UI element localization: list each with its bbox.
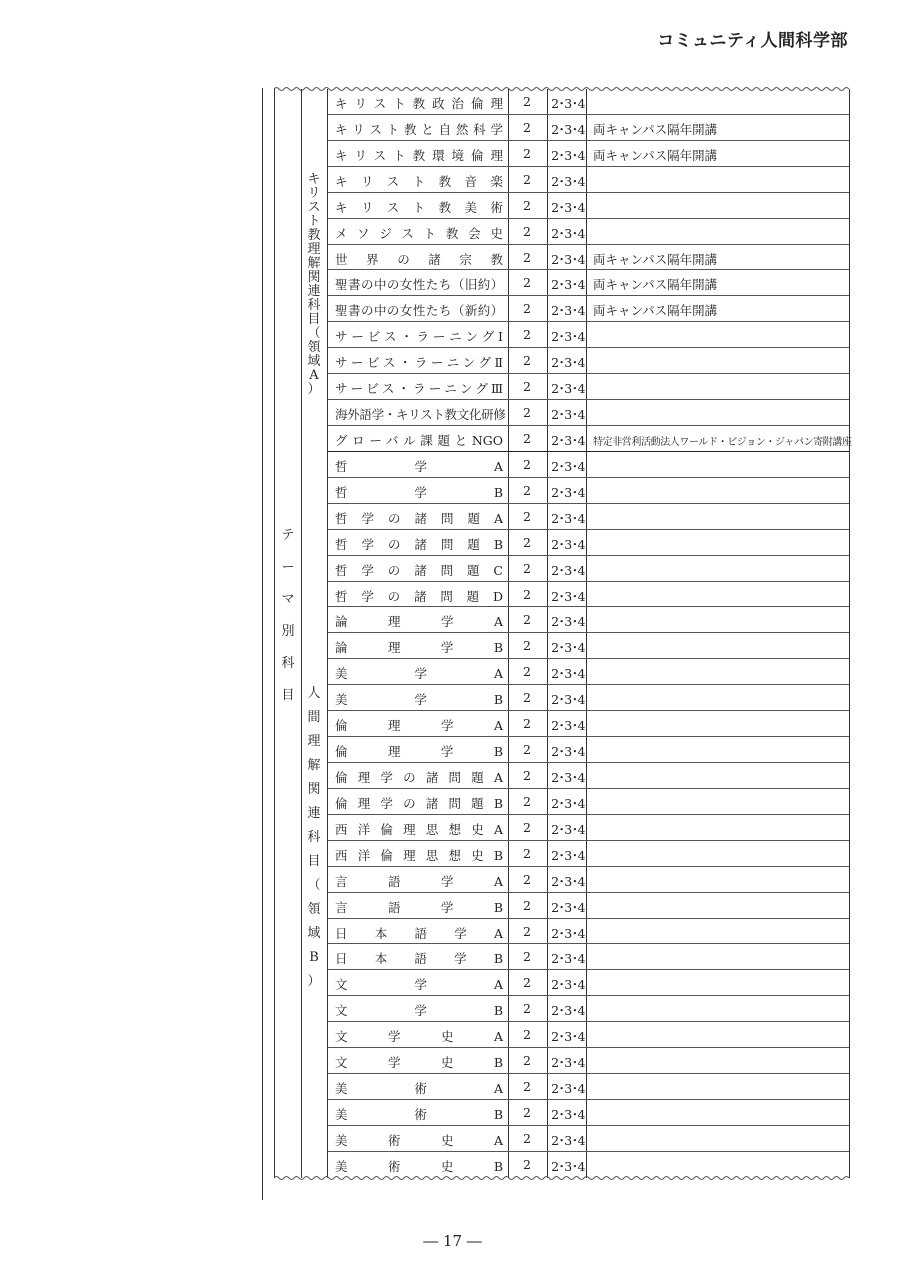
course-note: 両キャンパス隔年開講 xyxy=(593,121,718,137)
table-row xyxy=(328,815,849,841)
course-years: 2･3･4 xyxy=(551,951,585,967)
table-row xyxy=(328,659,849,685)
course-years: 2･3･4 xyxy=(551,614,585,630)
course-name: 西洋倫理思想史A xyxy=(335,821,503,837)
course-name: グローバル課題とNGO xyxy=(335,432,503,448)
vertical-label-char: 理 xyxy=(307,242,321,257)
course-years: 2･3･4 xyxy=(551,718,585,734)
vertical-label-char: ） xyxy=(307,974,321,989)
table-row xyxy=(328,219,849,245)
table-row xyxy=(328,89,849,115)
course-credits: 2 xyxy=(523,612,531,628)
course-credits: 2 xyxy=(523,1079,531,1095)
course-note: 両キャンパス隔年開講 xyxy=(593,277,718,293)
course-years: 2･3･4 xyxy=(551,121,585,137)
course-credits: 2 xyxy=(523,638,531,654)
course-years: 2･3･4 xyxy=(551,873,585,889)
course-credits: 2 xyxy=(523,716,531,732)
vertical-label-char: キ xyxy=(307,172,321,187)
course-credits: 2 xyxy=(523,171,531,187)
course-credits: 2 xyxy=(523,275,531,291)
table-row xyxy=(328,193,849,219)
course-name: 美学A xyxy=(335,666,503,682)
course-name: キリスト教美術 xyxy=(335,199,503,215)
course-years: 2･3･4 xyxy=(551,692,585,708)
course-years: 2･3･4 xyxy=(551,303,585,319)
table-row xyxy=(328,426,852,452)
vertical-label-char: テ xyxy=(281,528,295,543)
course-credits: 2 xyxy=(523,1156,531,1172)
course-note: 両キャンパス隔年開講 xyxy=(593,251,718,267)
course-credits: 2 xyxy=(523,923,531,939)
course-credits: 2 xyxy=(523,223,531,239)
course-credits: 2 xyxy=(523,742,531,758)
vertical-label-char: 理 xyxy=(307,734,321,749)
course-credits: 2 xyxy=(523,379,531,395)
course-credits: 2 xyxy=(523,301,531,317)
course-name: 倫理学B xyxy=(335,744,503,760)
table-row xyxy=(328,1126,849,1152)
course-name: 美学B xyxy=(335,692,503,708)
course-name: 哲学の諸問題B xyxy=(335,536,503,552)
vertical-label-char: 科 xyxy=(307,298,321,313)
vertical-label-char: B xyxy=(309,950,319,965)
course-credits: 2 xyxy=(523,793,531,809)
course-note: 特定非営利活動法人ワールド・ビジョン・ジャパン寄附講座 xyxy=(593,436,852,448)
course-years: 2･3･4 xyxy=(551,173,585,189)
course-years: 2･3･4 xyxy=(551,588,585,604)
course-name: キリスト教環境倫理 xyxy=(335,147,503,163)
course-years: 2･3･4 xyxy=(551,1081,585,1097)
course-years: 2･3･4 xyxy=(551,899,585,915)
course-credits: 2 xyxy=(523,119,531,135)
course-name: 哲学A xyxy=(335,458,503,474)
course-name: 哲学の諸問題A xyxy=(335,510,503,526)
course-credits: 2 xyxy=(523,975,531,991)
course-note: 両キャンパス隔年開講 xyxy=(593,303,718,319)
course-credits: 2 xyxy=(523,405,531,421)
table-row xyxy=(328,348,849,374)
table-row xyxy=(328,633,849,659)
vertical-label-char: 関 xyxy=(307,782,321,797)
table-row xyxy=(328,1100,849,1126)
vertical-label-char: 目 xyxy=(307,854,321,869)
vertical-label-char: 連 xyxy=(307,284,321,299)
course-credits: 2 xyxy=(523,430,531,446)
course-years: 2･3･4 xyxy=(551,329,585,345)
course-credits: 2 xyxy=(523,767,531,783)
course-credits: 2 xyxy=(523,197,531,213)
page-header: コミュニティ人間科学部 xyxy=(657,31,848,51)
course-credits: 2 xyxy=(523,1104,531,1120)
course-name: 文学A xyxy=(335,977,503,993)
course-years: 2･3･4 xyxy=(551,1106,585,1122)
course-table xyxy=(274,89,850,1178)
course-name: 日本語学B xyxy=(335,951,503,967)
course-credits: 2 xyxy=(523,664,531,680)
table-row xyxy=(328,970,849,996)
course-credits: 2 xyxy=(523,1001,531,1017)
course-years: 2･3･4 xyxy=(551,769,585,785)
course-years: 2･3･4 xyxy=(551,355,585,371)
vertical-label-char: A xyxy=(309,368,319,383)
vertical-label-char: （ xyxy=(307,878,321,893)
group-a-label-vertical xyxy=(306,173,322,396)
table-row xyxy=(328,996,849,1022)
course-name: 美術史B xyxy=(335,1158,503,1174)
course-name: サービス・ラーニングⅠ xyxy=(335,329,503,345)
table-row xyxy=(328,296,849,322)
table-row xyxy=(328,867,849,893)
course-years: 2･3･4 xyxy=(551,407,585,423)
course-years: 2･3･4 xyxy=(551,96,585,111)
table-row xyxy=(328,841,849,867)
course-name: 文学史A xyxy=(335,1029,503,1045)
course-years: 2･3･4 xyxy=(551,744,585,760)
course-name: 倫理学の諸問題A xyxy=(335,769,503,785)
course-credits: 2 xyxy=(523,845,531,861)
vertical-label-char: 人 xyxy=(307,686,321,701)
course-credits: 2 xyxy=(523,819,531,835)
course-name: 文学史B xyxy=(335,1055,503,1071)
vertical-label-char: 科 xyxy=(281,656,295,671)
course-name: 海外語学・キリスト教文化研修 xyxy=(335,407,506,423)
table-bottom-wavy-border xyxy=(274,1174,849,1182)
table-row xyxy=(328,115,849,141)
course-years: 2･3･4 xyxy=(551,381,585,397)
course-credits: 2 xyxy=(523,456,531,472)
course-name: 倫理学A xyxy=(335,718,503,734)
course-credits: 2 xyxy=(523,249,531,265)
course-credits: 2 xyxy=(523,560,531,576)
vertical-label-char: （ xyxy=(307,326,321,341)
course-rows xyxy=(328,89,852,1178)
course-years: 2･3･4 xyxy=(551,1132,585,1148)
course-name: 言語学A xyxy=(335,873,503,889)
vertical-label-char: 間 xyxy=(307,710,321,725)
table-row xyxy=(328,478,849,504)
table-row xyxy=(328,607,849,633)
course-years: 2･3･4 xyxy=(551,147,585,163)
course-years: 2･3･4 xyxy=(551,1055,585,1071)
vertical-label-char: 目 xyxy=(307,312,321,327)
course-credits: 2 xyxy=(523,353,531,369)
vertical-label-char: ト xyxy=(307,214,321,229)
course-name: 文学B xyxy=(335,1003,503,1019)
vertical-label-char: マ xyxy=(281,592,295,607)
course-name: 日本語学A xyxy=(335,925,503,941)
vertical-label-char: ス xyxy=(307,200,321,215)
table-row xyxy=(328,919,849,945)
course-years: 2･3･4 xyxy=(551,225,585,241)
page-number: ― 17 ― xyxy=(423,1232,482,1250)
course-name: 聖書の中の女性たち（旧約） xyxy=(335,277,503,293)
course-name: 論理学A xyxy=(335,614,503,630)
table-row xyxy=(328,944,849,970)
course-credits: 2 xyxy=(523,690,531,706)
course-years: 2･3･4 xyxy=(551,795,585,811)
course-years: 2･3･4 xyxy=(551,1003,585,1019)
table-row xyxy=(328,737,849,763)
course-credits: 2 xyxy=(523,897,531,913)
table-row xyxy=(328,1074,849,1100)
course-name: サービス・ラーニングⅢ xyxy=(335,381,503,397)
vertical-label-char: 科 xyxy=(307,830,321,845)
table-row xyxy=(328,452,849,478)
table-row xyxy=(328,400,849,426)
course-years: 2･3･4 xyxy=(551,666,585,682)
course-name: 論理学B xyxy=(335,640,503,656)
course-years: 2･3･4 xyxy=(551,1029,585,1045)
course-credits: 2 xyxy=(523,1027,531,1043)
table-row xyxy=(328,167,849,193)
course-credits: 2 xyxy=(523,145,531,161)
vertical-label-char: 連 xyxy=(307,806,321,821)
vertical-label-char: ー xyxy=(281,560,295,575)
course-credits: 2 xyxy=(523,327,531,343)
table-row xyxy=(328,270,849,296)
course-years: 2･3･4 xyxy=(551,484,585,500)
course-years: 2･3･4 xyxy=(551,536,585,552)
course-credits: 2 xyxy=(523,94,531,109)
table-row xyxy=(328,374,849,400)
course-credits: 2 xyxy=(523,482,531,498)
course-years: 2･3･4 xyxy=(551,847,585,863)
course-name: 聖書の中の女性たち（新約） xyxy=(335,303,503,319)
course-name: 美術B xyxy=(335,1106,503,1122)
course-credits: 2 xyxy=(523,1130,531,1146)
vertical-label-char: 解 xyxy=(307,758,321,773)
table-row xyxy=(328,582,849,608)
vertical-label-char: 別 xyxy=(281,624,295,639)
vertical-label-char: 領 xyxy=(307,902,321,917)
table-row xyxy=(328,711,849,737)
table-row xyxy=(328,893,849,919)
column-divider xyxy=(301,89,302,1178)
course-name: キリスト教政治倫理 xyxy=(335,96,503,111)
table-row xyxy=(328,504,849,530)
course-years: 2･3･4 xyxy=(551,199,585,215)
course-years: 2･3･4 xyxy=(551,510,585,526)
table-row xyxy=(328,1022,849,1048)
binding-margin-line xyxy=(262,88,263,1200)
course-name: 哲学の諸問題C xyxy=(335,562,503,578)
vertical-label-char: ） xyxy=(307,382,321,397)
course-name: 言語学B xyxy=(335,899,503,915)
course-name: 美術史A xyxy=(335,1132,503,1148)
course-note: 両キャンパス隔年開講 xyxy=(593,147,718,163)
vertical-label-char: 領 xyxy=(307,340,321,355)
course-credits: 2 xyxy=(523,586,531,602)
course-name: 西洋倫理思想史B xyxy=(335,847,503,863)
course-years: 2･3･4 xyxy=(551,277,585,293)
table-row xyxy=(328,245,849,271)
vertical-label-char: 関 xyxy=(307,270,321,285)
section-label-vertical xyxy=(281,529,295,702)
table-row xyxy=(328,556,849,582)
table-row xyxy=(328,763,849,789)
course-name: キリスト教音楽 xyxy=(335,173,503,189)
course-years: 2･3･4 xyxy=(551,821,585,837)
course-years: 2･3･4 xyxy=(551,562,585,578)
course-credits: 2 xyxy=(523,1053,531,1069)
course-name: メソジスト教会史 xyxy=(335,225,503,241)
vertical-label-char: 教 xyxy=(307,228,321,243)
course-years: 2･3･4 xyxy=(551,977,585,993)
vertical-label-char: 域 xyxy=(307,354,321,369)
course-name: サービス・ラーニングⅡ xyxy=(335,355,503,371)
vertical-label-char: リ xyxy=(307,186,321,201)
course-credits: 2 xyxy=(523,871,531,887)
table-row xyxy=(328,1048,849,1074)
course-credits: 2 xyxy=(523,949,531,965)
table-row xyxy=(328,141,849,167)
course-years: 2･3･4 xyxy=(551,432,585,448)
course-years: 2･3･4 xyxy=(551,1158,585,1174)
course-years: 2･3･4 xyxy=(551,251,585,267)
course-credits: 2 xyxy=(523,534,531,550)
vertical-label-char: 目 xyxy=(281,688,295,703)
table-row xyxy=(328,322,849,348)
course-name: 世界の諸宗教 xyxy=(335,251,503,267)
course-name: キリスト教と自然科学 xyxy=(335,121,503,137)
course-name: 美術A xyxy=(335,1081,503,1097)
table-row xyxy=(328,530,849,556)
vertical-label-char: 解 xyxy=(307,256,321,271)
course-name: 哲学B xyxy=(335,484,503,500)
course-name: 倫理学の諸問題B xyxy=(335,795,503,811)
course-credits: 2 xyxy=(523,508,531,524)
group-b-label-vertical xyxy=(306,687,322,988)
table-row xyxy=(328,685,849,711)
course-name: 哲学の諸問題D xyxy=(335,588,503,604)
course-years: 2･3･4 xyxy=(551,458,585,474)
vertical-label-char: 域 xyxy=(307,926,321,941)
course-years: 2･3･4 xyxy=(551,640,585,656)
table-row xyxy=(328,789,849,815)
course-years: 2･3･4 xyxy=(551,925,585,941)
